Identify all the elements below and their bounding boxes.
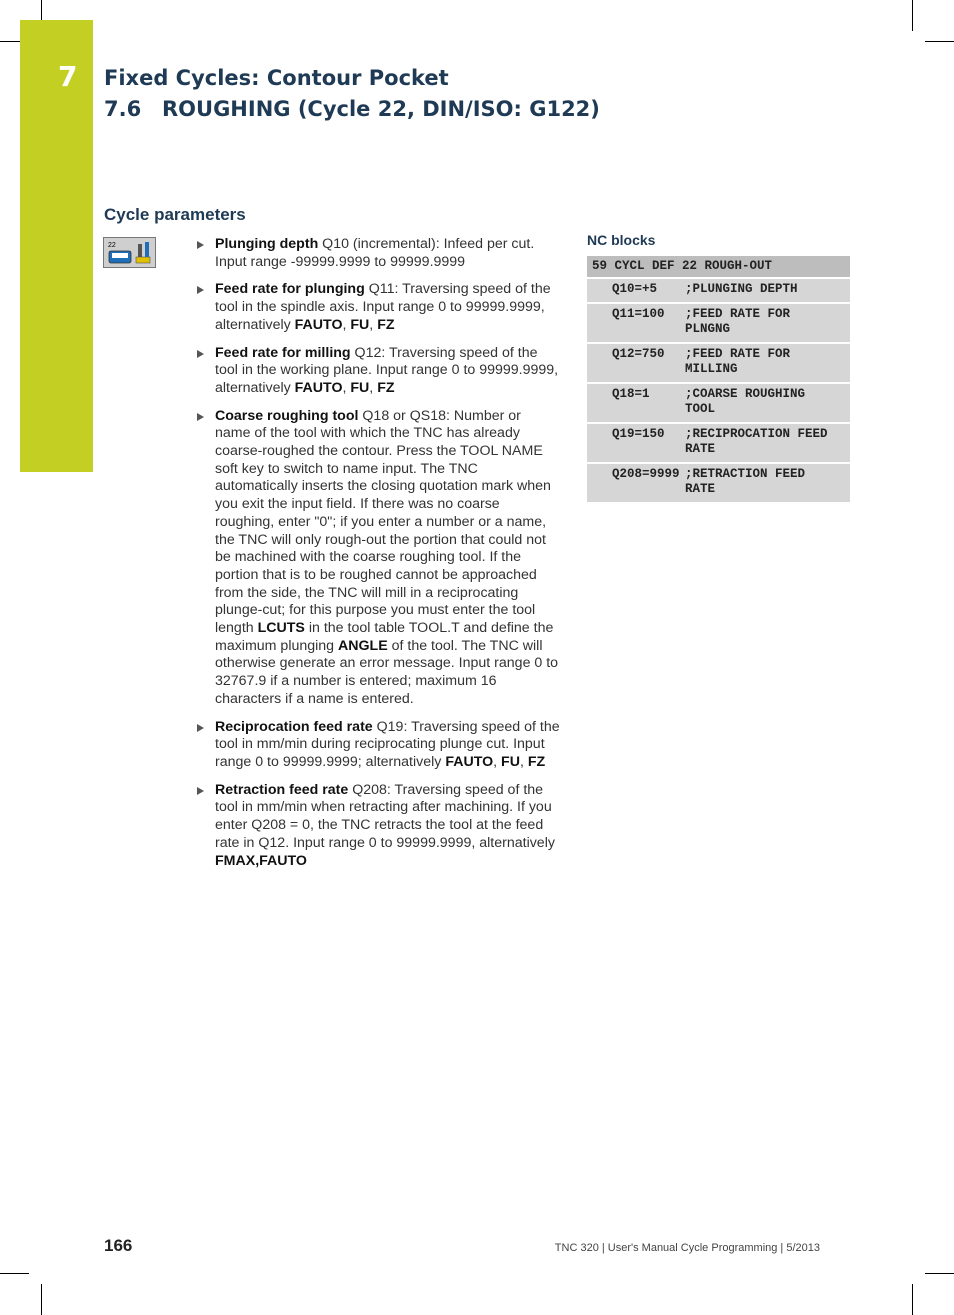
parameter-description: , <box>369 316 378 333</box>
chapter-tab <box>20 20 93 472</box>
nc-code: Q18=1 <box>612 386 650 401</box>
parameter-list <box>195 236 560 880</box>
section-title-text: ROUGHING (Cycle 22, DIN/ISO: G122) <box>162 97 600 121</box>
crop-mark <box>0 1273 29 1274</box>
parameter-keyword: FZ <box>527 753 546 770</box>
parameter-item <box>195 281 560 334</box>
nc-comment: ;FEED RATE FOR MILLING <box>685 346 791 376</box>
parameter-keyword: FAUTO <box>294 316 343 333</box>
parameter-description: , <box>342 316 351 333</box>
crop-mark <box>0 41 21 42</box>
softkey-graphic <box>104 238 155 267</box>
nc-blocks-table <box>587 256 850 504</box>
nc-block-row <box>587 464 850 504</box>
parameter-keyword: FU <box>501 753 520 770</box>
nc-code: Q19=150 <box>612 426 665 441</box>
parameter-name: Feed rate for plunging <box>215 281 365 298</box>
parameter-keyword: FZ <box>377 379 395 396</box>
bullet-arrow-icon <box>197 286 204 294</box>
nc-code: Q208=9999 <box>612 466 680 481</box>
nc-block-row <box>587 304 850 344</box>
crop-mark <box>925 41 954 42</box>
nc-comment: ;PLUNGING DEPTH <box>685 282 798 296</box>
cycle-icon-label: 22 <box>108 242 116 249</box>
crop-mark <box>925 1273 954 1274</box>
parameter-name: Reciprocation feed rate <box>215 718 373 735</box>
nc-code: Q11=100 <box>612 306 665 321</box>
nc-comment: ;COARSE ROUGHING TOOL <box>685 386 806 416</box>
parameter-name: Feed rate for milling <box>215 344 351 361</box>
parameter-name: Coarse roughing tool <box>215 407 359 424</box>
parameter-description: in the tool table TOOL.T and define the maximum plunging <box>215 620 554 654</box>
section-title <box>104 97 600 121</box>
crop-mark <box>41 1284 42 1315</box>
parameter-description: Q12: Traversing speed of the tool in the working plane. Input range 0 to 99999.9999, alternatively <box>215 344 559 396</box>
parameter-name: Retraction feed rate <box>215 781 349 798</box>
nc-code: Q12=750 <box>612 346 665 361</box>
nc-block-row <box>587 344 850 384</box>
parameter-item <box>195 408 560 709</box>
section-number: 7.6 <box>104 97 142 121</box>
parameter-description: Q18 or QS18: Number or name of the tool with which the TNC has already coarse-roughed the contour. Press the TOOL NAME soft key to switch to name input. The TNC automatically inserts the closing quotation mark when you exit the input field. If there was no coarse roughing, enter "0"; if you enter a number or a name, the TNC will only rough-out the portion that could not be machined with the coarse roughing tool. If the portion that is to be roughed cannot be approached from the side, the TNC will mill in a reciprocating plunge-cut; for this purpose you must enter the tool length <box>215 407 551 637</box>
parameter-keyword: FAUTO <box>445 753 494 770</box>
bullet-arrow-icon <box>197 787 204 795</box>
nc-comment: ;FEED RATE FOR PLNGNG <box>685 306 791 336</box>
parameter-keyword: FAUTO <box>294 379 343 396</box>
parameter-item <box>195 719 560 772</box>
section-heading: Cycle parameters <box>104 205 246 224</box>
parameter-item <box>195 345 560 398</box>
parameter-name: Plunging depth <box>215 236 319 252</box>
parameter-keyword: LCUTS <box>257 620 305 637</box>
page-number: 166 <box>104 1236 133 1255</box>
parameter-keyword: FU <box>350 316 370 333</box>
crop-mark <box>912 0 913 31</box>
parameter-keyword: FZ <box>377 316 395 333</box>
parameter-description: of the tool. The TNC will otherwise generate an error message. Input range 0 to 32767.9 if a number is entered; maximum 16 characters if a name is entered. <box>215 637 559 707</box>
parameter-description: , <box>493 753 502 770</box>
bullet-arrow-icon <box>197 413 204 421</box>
parameter-description: , <box>342 379 351 396</box>
chapter-number: 7 <box>58 60 78 93</box>
nc-comment: ;RETRACTION FEED RATE <box>685 466 806 496</box>
parameter-keyword: FMAX,FAUTO <box>215 852 307 869</box>
parameter-item <box>195 236 560 271</box>
crop-mark <box>41 0 42 21</box>
nc-comment: ;RECIPROCATION FEED RATE <box>685 426 828 456</box>
nc-block-row <box>587 384 850 424</box>
cycle-22-icon <box>103 237 156 268</box>
chapter-title: Fixed Cycles: Contour Pocket <box>104 66 449 90</box>
parameter-description: Q10 (incremental): Infeed per cut. Input range -99999.9999 to 99999.9999 <box>215 236 535 270</box>
parameter-description: , <box>369 379 378 396</box>
parameter-description: , <box>519 753 528 770</box>
bullet-arrow-icon <box>197 241 204 249</box>
nc-block-title: 59 CYCL DEF 22 ROUGH-OUT <box>587 256 850 279</box>
nc-block-row <box>587 279 850 304</box>
nc-blocks-heading: NC blocks <box>587 232 656 248</box>
nc-code: Q10=+5 <box>612 282 658 296</box>
bullet-arrow-icon <box>197 350 204 358</box>
parameter-item <box>195 782 560 871</box>
parameter-description: Q11: Traversing speed of the tool in the spindle axis. Input range 0 to 99999.9999, alternatively <box>215 281 551 333</box>
bullet-arrow-icon <box>197 724 204 732</box>
nc-block-row <box>587 424 850 464</box>
parameter-description: Q19: Traversing speed of the tool in mm/min during reciprocating plunge cut. Input range 0 to 99999.9999; alternatively <box>215 718 560 770</box>
parameter-description: Q208: Traversing speed of the tool in mm/min when retracting after machining. If you enter Q208 = 0, the TNC retracts the tool at the feed rate in Q12. Input range 0 to 99999.9999, alternatively <box>215 781 555 851</box>
parameter-keyword: FU <box>350 379 370 396</box>
parameter-keyword: ANGLE <box>338 637 388 654</box>
footer-text: TNC 320 | User's Manual Cycle Programming | 5/2013 <box>554 1242 820 1254</box>
crop-mark <box>912 1284 913 1315</box>
